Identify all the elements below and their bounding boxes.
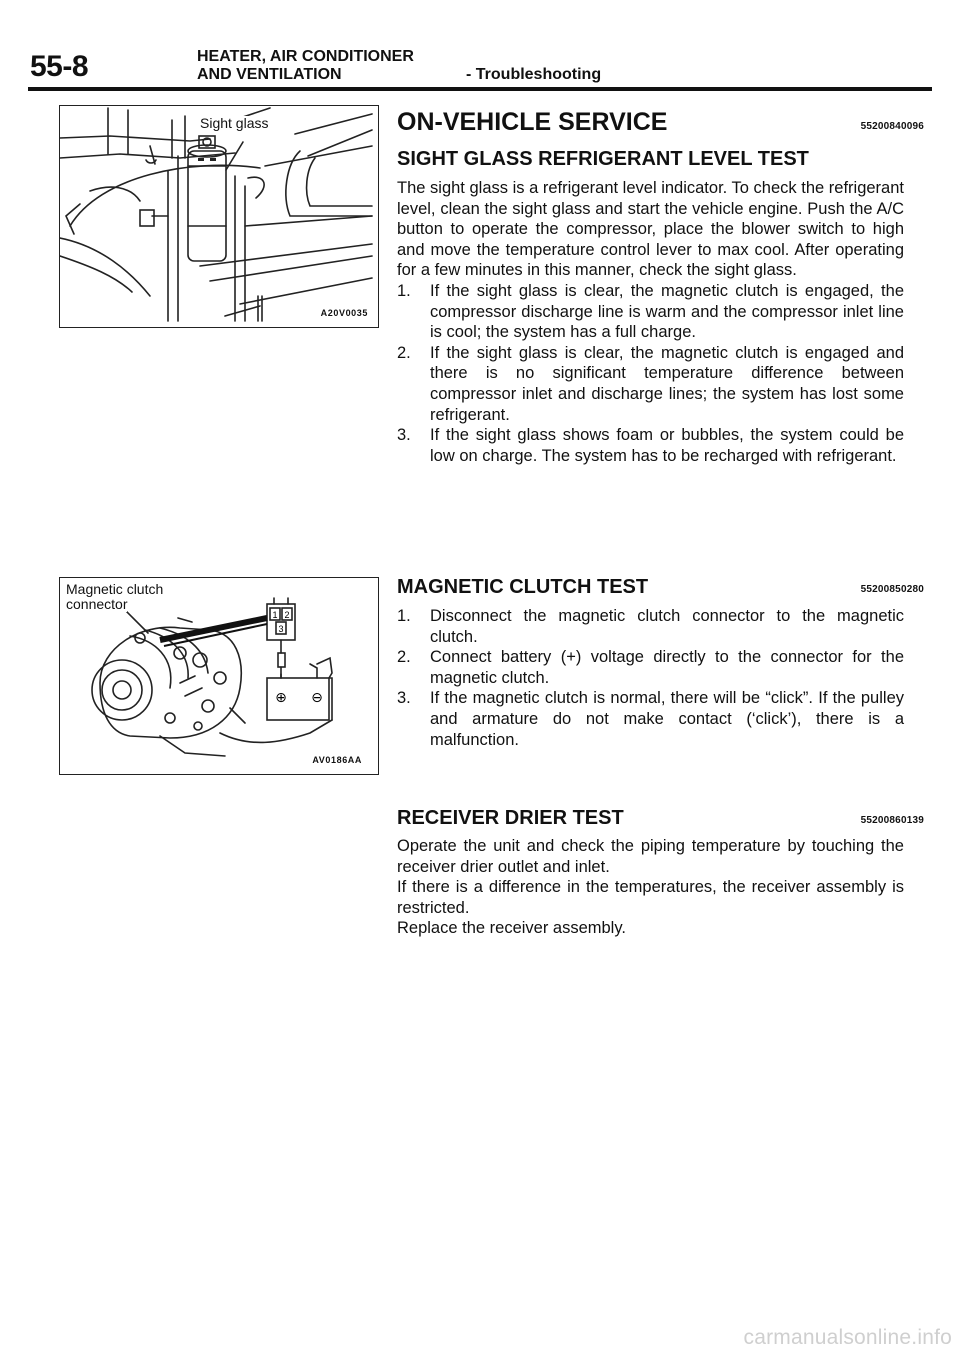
sight-glass-figure (59, 105, 379, 328)
battery-minus-icon: ⊖ (311, 690, 323, 706)
step-number: 2. (397, 343, 411, 362)
magnetic-clutch-figure (59, 577, 379, 775)
pin-2-label: 2 (284, 610, 290, 620)
list-item (397, 647, 904, 688)
step-text: Disconnect the magnetic clutch connector to the magnetic clutch. (430, 607, 904, 646)
step-text: If the sight glass is clear, the magnetic clutch is engaged and there is no significant temperature difference between compressor inlet and discharge lines; the system has lost some refrigerant. (430, 343, 904, 424)
step-number: 2. (397, 648, 411, 667)
sight-glass-test-heading: SIGHT GLASS REFRIGERANT LEVEL TEST (397, 148, 809, 170)
receiver-drier-paragraph: Operate the unit and check the piping temperature by touching the receiver drier outlet and inlet. (397, 837, 904, 876)
list-item (397, 281, 904, 343)
step-number: 3. (397, 426, 411, 445)
battery-plus-icon: ⊕ (275, 690, 287, 706)
chapter-title-line2: AND VENTILATION (197, 66, 342, 83)
receiver-drier-test-ref: 55200860139 (860, 815, 924, 826)
pin-3-label: 3 (278, 624, 284, 634)
step-text: If the sight glass is clear, the magnetic clutch is engaged, the compressor discharge line is warm and the compressor inlet line is cool; the system has a full charge. (430, 282, 904, 342)
list-item (397, 606, 904, 647)
chapter-title-line1: HEATER, AIR CONDITIONER (197, 48, 414, 65)
section-title: - Troubleshooting (466, 66, 602, 83)
sight-glass-callout: Sight glass (200, 115, 269, 131)
site-watermark: carmanualsonline.info (743, 1326, 952, 1349)
receiver-drier-paragraph: If there is a difference in the temperatures, the receiver assembly is restricted. (397, 878, 904, 917)
figure-code: AV0186AA (312, 755, 362, 765)
list-item (397, 425, 904, 466)
list-item (397, 343, 904, 425)
receiver-drier-paragraph: Replace the receiver assembly. (397, 919, 626, 937)
magnetic-clutch-callout-line1: Magnetic clutch (66, 581, 164, 597)
magnetic-clutch-test-ref: 55200850280 (860, 584, 924, 595)
pin-1-label: 1 (272, 610, 278, 620)
receiver-drier-test-heading: RECEIVER DRIER TEST (397, 807, 624, 829)
step-number: 1. (397, 282, 411, 300)
sight-glass-steps (397, 281, 904, 466)
step-text: Connect battery (+) voltage directly to the connector for the magnetic clutch. (430, 648, 904, 687)
figure-code: A20V0035 (320, 308, 368, 318)
step-number: 1. (397, 607, 411, 625)
on-vehicle-service-heading: ON-VEHICLE SERVICE (397, 108, 668, 136)
step-number: 3. (397, 689, 411, 708)
on-vehicle-service-ref: 55200840096 (860, 121, 924, 132)
page-number: 55-8 (30, 50, 89, 83)
sight-glass-illustration (60, 106, 378, 327)
step-text: If the magnetic clutch is normal, there will be “click”. If the pulley and armature do not make contact (‘click’), there is a malfunction. (430, 689, 904, 749)
magnetic-clutch-callout-line2: connector (66, 596, 128, 612)
sight-glass-intro: The sight glass is a refrigerant level indicator. To check the refrigerant level, clean the sight glass and start the vehicle engine. Push the A/C button to operate the compressor, place the blower switch to high and move the temperature control lever to max cool. After operating for a few minutes in this manner, check the sight glass. (397, 179, 904, 280)
magnetic-clutch-test-heading: MAGNETIC CLUTCH TEST (397, 576, 649, 598)
header-rule (28, 87, 932, 91)
list-item (397, 688, 904, 750)
magnetic-clutch-steps (397, 606, 904, 750)
step-text: If the sight glass shows foam or bubbles, the system could be low on charge. The system has to be recharged with refrigerant. (430, 426, 904, 465)
